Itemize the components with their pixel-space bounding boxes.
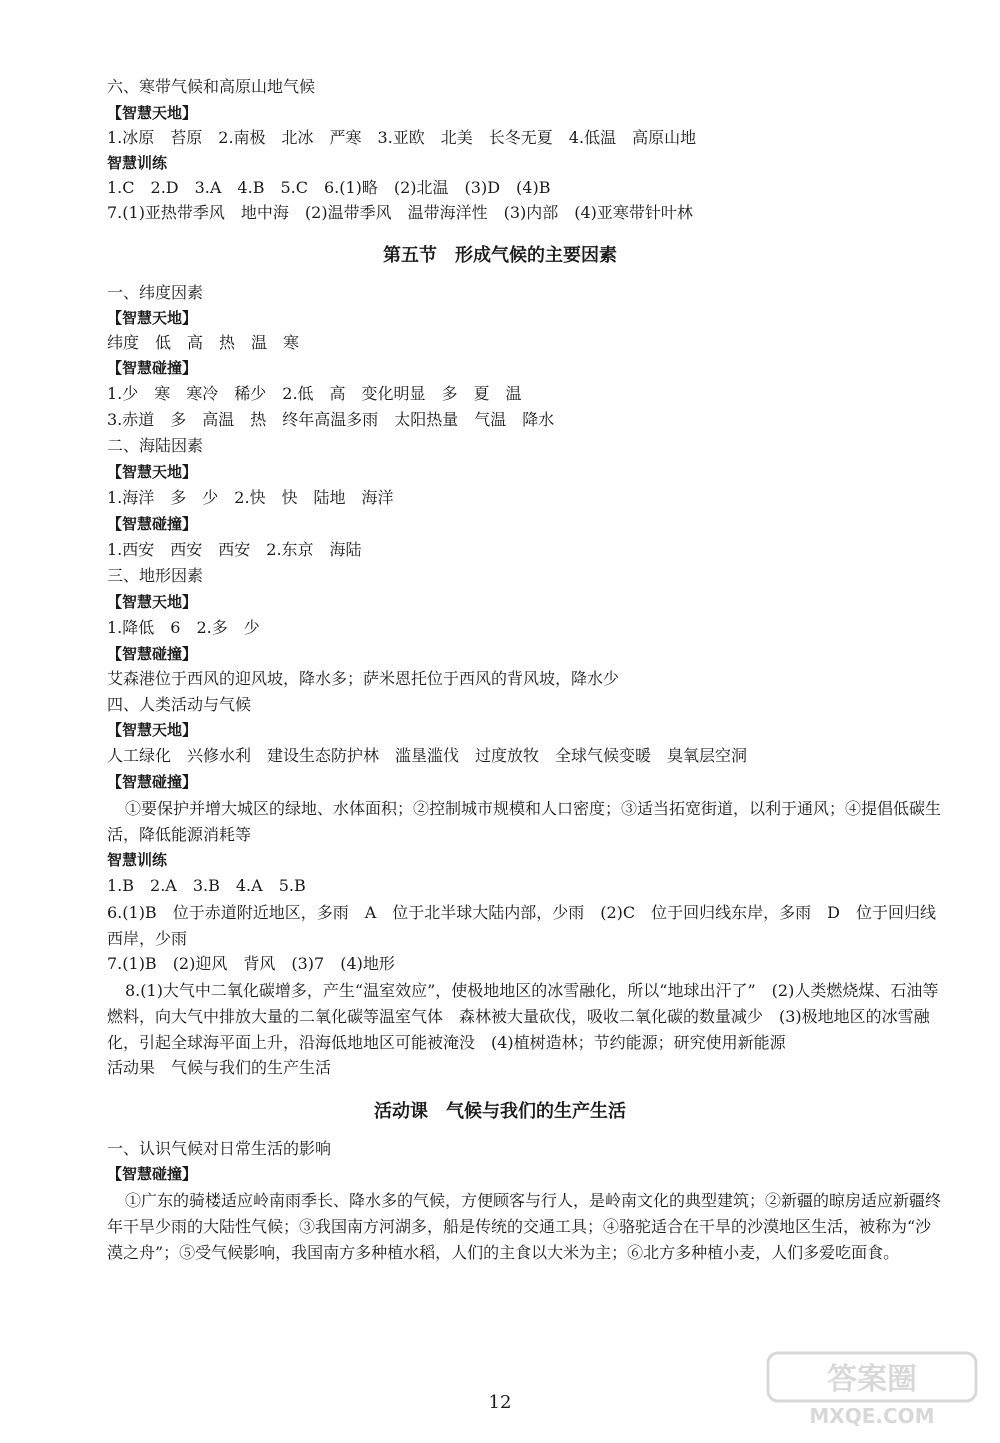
tag-wisdom-world: 【智慧天地】 [107,721,198,739]
subsection-heading: 四、人类活动与气候 [107,695,252,714]
answer-line: 1.降低 6 2.多 少 [107,618,260,637]
tag-wisdom-training: 智慧训练 [107,851,168,869]
tag-wisdom-collision: 【智慧碰撞】 [107,359,198,377]
answer-line: 人工绿化 兴修水利 建设生态防护林 滥垦滥伐 过度放牧 全球气候变暖 臭氧层空洞 [107,746,748,765]
answer-line: 1.C 2.D 3.A 4.B 5.C 6.(1)略 (2)北温 (3)D (4)B [107,178,551,197]
activity-heading: 活动果 气候与我们的生产生活 [107,1058,332,1077]
svg-text:MXQE.COM: MXQE.COM [809,1404,935,1428]
answer-paragraph: 6.(1)B 位于赤道附近地区，多雨 A 位于北半球大陆内部，少雨 (2)C 位于回归线东岸，多雨 D 位于回归线西岸，少雨 [107,903,936,948]
answer-line: 1.冰原 苔原 2.南极 北冰 严寒 3.亚欧 北美 长冬无夏 4.低温 高原山地 [107,128,697,147]
subsection-heading: 一、纬度因素 [107,283,204,302]
watermark-logo [762,1349,982,1429]
answer-line: 1.B 2.A 3.B 4.A 5.B [107,876,306,895]
tag-wisdom-collision: 【智慧碰撞】 [107,773,198,791]
subsection-heading: 三、地形因素 [107,566,204,585]
tag-wisdom-world: 【智慧天地】 [107,463,198,481]
answer-line: 1.西安 西安 西安 2.东京 海陆 [107,540,362,559]
answer-line: 1.海洋 多 少 2.快 快 陆地 海洋 [107,488,394,507]
answer-paragraph: 8.(1)大气中二氧化碳增多，产生“温室效应”，使极地地区的冰雪融化，所以“地球出汗了” (2)人类燃烧煤、石油等燃料，向大气中排放大量的二氧化碳等温室气体 森林被大量砍伐，吸收二氧化碳的数量减少 (3)极地地区的冰雪融化，引起全球海平面上升，沿海低地地区可能被淹没 (4)植树造林；节约能源；研究使用新能源 [107,981,939,1052]
tag-wisdom-world: 【智慧天地】 [107,309,198,327]
tag-wisdom-training: 智慧训练 [107,154,168,172]
tag-wisdom-collision: 【智慧碰撞】 [107,645,198,663]
answer-line: 1.少 寒 寒冷 稀少 2.低 高 变化明显 多 夏 温 [107,384,522,403]
answer-line: 纬度 低 高 热 温 寒 [107,333,300,352]
activity-title: 活动课 气候与我们的生产生活 [374,1101,626,1122]
subsection-heading: 一、认识气候对日常生活的影响 [107,1139,332,1158]
answer-line: 艾森港位于西风的迎风坡，降水多；萨米恩托位于西风的背风坡，降水少 [107,669,620,688]
tag-wisdom-world: 【智慧天地】 [107,593,198,611]
section-title: 第五节 形成气候的主要因素 [383,245,617,266]
tag-wisdom-collision: 【智慧碰撞】 [107,515,198,533]
subsection-heading: 二、海陆因素 [107,436,204,455]
answer-paragraph: ①广东的骑楼适应岭南雨季长、降水多的气候，方便顾客与行人，是岭南文化的典型建筑；②新疆的晾房适应新疆终年干旱少雨的大陆性气候；③我国南方河湖多，船是传统的交通工具；④骆驼适合在干旱的沙漠地区生活，被称为“沙漠之舟”；⑤受气候影响，我国南方多种植水稻，人们的主食以大米为主；⑥北方多种植小麦，人们多爱吃面食。 [107,1191,942,1262]
tag-wisdom-world: 【智慧天地】 [107,104,198,122]
svg-text:答案圈: 答案圈 [827,1362,917,1397]
page-number: 12 [488,1392,512,1413]
answer-paragraph: ①要保护并增大城区的绿地、水体面积；②控制城市规模和人口密度；③适当拓宽街道，以利于通风；④提倡低碳生活，降低能源消耗等 [107,799,942,844]
answer-line: 3.赤道 多 高温 热 终年高温多雨 太阳热量 气温 降水 [107,410,555,429]
answer-line: 7.(1)亚热带季风 地中海 (2)温带季风 温带海洋性 (3)内部 (4)亚寒带针叶林 [107,203,693,222]
answer-line: 7.(1)B (2)迎风 背风 (3)7 (4)地形 [107,954,395,973]
tag-wisdom-collision: 【智慧碰撞】 [107,1165,198,1183]
section-heading: 六、寒带气候和高原山地气候 [107,77,316,96]
